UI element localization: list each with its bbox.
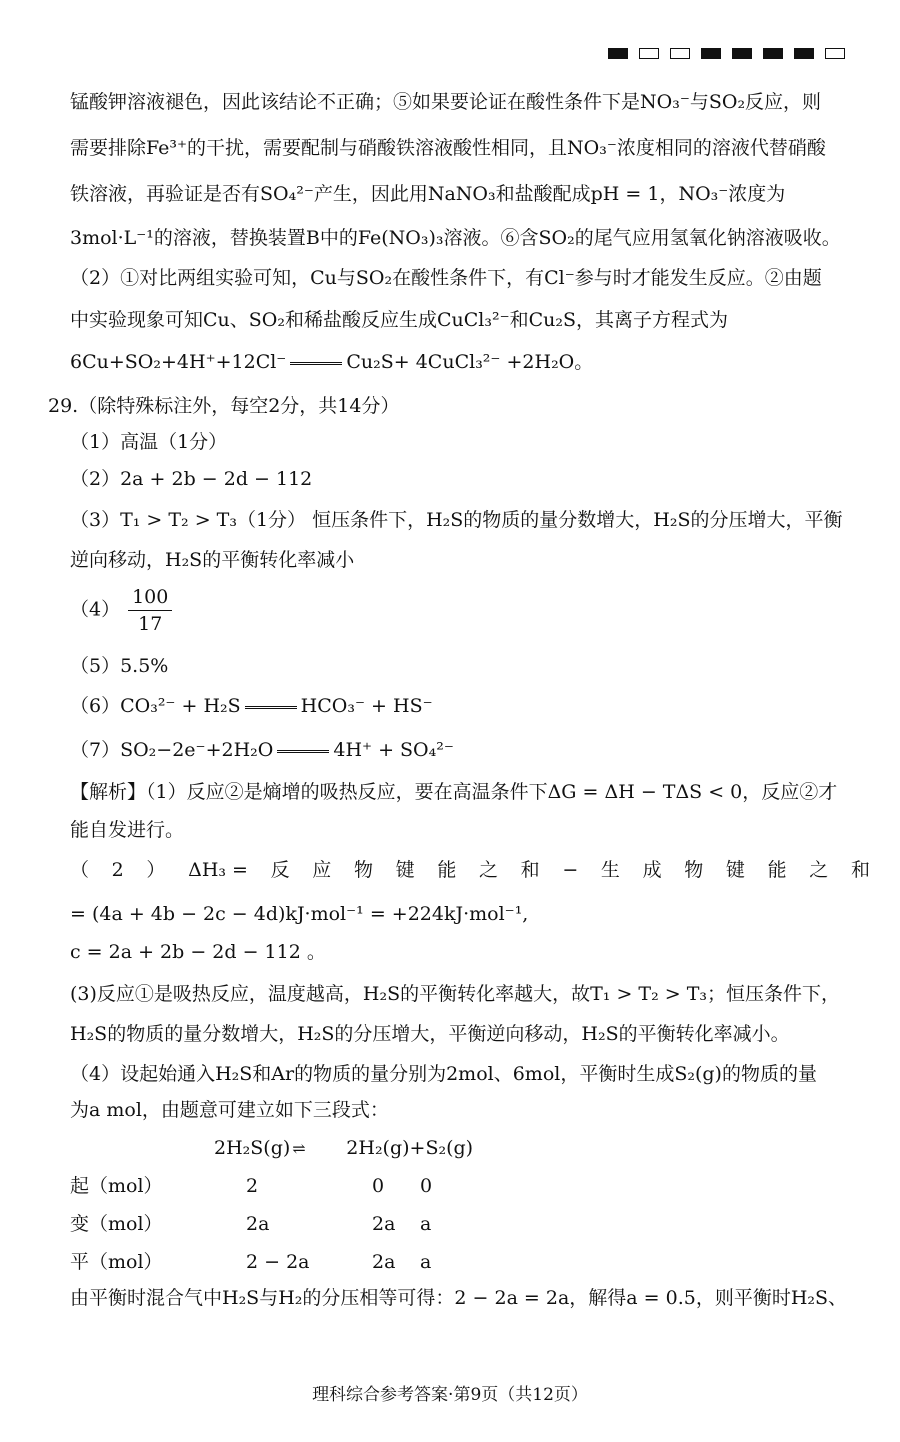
equation-line (70, 348, 870, 376)
answer-3: （3）T₁ > T₂ > T₃（1分） 恒压条件下，H₂S的物质的量分数增大，H₂S的分压增大，平衡 (70, 509, 843, 531)
answer-4-label: （4） (70, 598, 121, 621)
justified-token: 物 (684, 859, 704, 881)
ice-cell: 0 (372, 1175, 385, 1197)
text-line: 3mol·L⁻¹的溶液，替换装置B中的Fe(NO₃)₃溶液。⑥含SO₂的尾气应用氢氧化钠溶液吸收。 (70, 227, 841, 249)
header-marks (608, 48, 845, 59)
justified-token: 成 (642, 859, 662, 881)
reversible-arrow: ⇌ (292, 1139, 306, 1158)
justified-token: 和 (850, 859, 870, 881)
explanation-3-cont: H₂S的物质的量分数增大，H₂S的分压增大，平衡逆向移动，H₂S的平衡转化率减小。 (70, 1023, 790, 1045)
explanation-4: （4）设起始通入H₂S和Ar的物质的量分别为2mol、6mol，平衡时生成S₂(g)的物质的量 (70, 1063, 817, 1085)
justified-token: 反 (270, 859, 290, 881)
page-footer: 理科综合参考答案·第9页（共12页） (312, 1385, 588, 1405)
explanation-3: (3)反应①是吸热反应，温度越高，H₂S的平衡转化率越大，故T₁ > T₂ > T₃；恒压条件下， (70, 983, 840, 1005)
ice-cell: 2a (246, 1213, 270, 1235)
ice-row-label: 平（mol） (70, 1251, 163, 1273)
fraction (128, 584, 172, 637)
justified-token: 之 (478, 859, 498, 881)
header-mark (639, 48, 659, 59)
ice-cell: 2 (246, 1175, 259, 1197)
fraction-denominator: 17 (138, 613, 163, 635)
header-mark (701, 48, 721, 59)
answer-7-left: （7）SO₂−2e⁻+2H₂O (70, 739, 274, 761)
justified-token: 能 (767, 859, 787, 881)
explanation-4-cont: 为a mol，由题意可建立如下三段式： (70, 1099, 389, 1121)
equals-sign (277, 750, 329, 753)
text-line: 铁溶液，再验证是否有SO₄²⁻产生，因此用NaNO₃和盐酸配成pH = 1，NO₃⁻浓度为 (70, 183, 786, 205)
answer-3-cont: 逆向移动，H₂S的平衡转化率减小 (70, 549, 355, 571)
justified-token: 生 (600, 859, 620, 881)
equation-left: 6Cu+SO₂+4H⁺+12Cl⁻ (70, 351, 287, 373)
answer-6 (70, 692, 870, 720)
answer-4 (70, 584, 870, 637)
explanation-1-cont: 能自发进行。 (70, 819, 185, 841)
ice-cell: 2a (372, 1251, 396, 1273)
answer-2: （2）2a + 2b − 2d − 112 (70, 468, 313, 490)
explanation-2-result: c = 2a + 2b − 2d − 112 。 (70, 941, 326, 963)
explanation-2 (70, 856, 870, 884)
equals-sign (245, 706, 297, 709)
justified-token: − (562, 859, 579, 881)
explanation-2-cont: = (4a + 4b − 2c − 4d)kJ·mol⁻¹ = +224kJ·mol⁻¹, (70, 903, 529, 925)
explanation-1: 【解析】（1）反应②是熵增的吸热反应，要在高温条件下ΔG = ΔH − TΔS < 0，反应②才 (70, 781, 838, 803)
answer-1: （1）高温（1分） (70, 431, 228, 453)
ice-cell: 0 (420, 1175, 433, 1197)
justified-token: ΔH₃ = (188, 859, 248, 881)
equation-left: 2H₂S(g) (214, 1137, 291, 1159)
justified-token: 键 (395, 859, 415, 881)
header-mark (763, 48, 783, 59)
header-mark (608, 48, 628, 59)
question-29-heading: 29.（除特殊标注外，每空2分，共14分） (48, 395, 400, 417)
answer-7 (70, 736, 870, 764)
text-line: （2）①对比两组实验可知，Cu与SO₂在酸性条件下，有Cl⁻参与时才能发生反应。②由题 (70, 267, 822, 289)
header-mark (794, 48, 814, 59)
justified-token: 2 (111, 859, 124, 881)
explanation-5: 由平衡时混合气中H₂S与H₂的分压相等可得：2 − 2a = 2a，解得a = 0.5，则平衡时H₂S、 (70, 1287, 848, 1309)
answer-7-right: 4H⁺ + SO₄²⁻ (333, 739, 454, 761)
answer-6-left: （6）CO₃²⁻ + H₂S (70, 695, 241, 717)
ice-cell: a (420, 1213, 432, 1235)
ice-row-label: 起（mol） (70, 1175, 163, 1197)
ice-row-label: 变（mol） (70, 1213, 163, 1235)
header-mark (825, 48, 845, 59)
equation-right: Cu₂S+ 4CuCl₃²⁻ +2H₂O。 (346, 351, 594, 373)
answer-6-right: HCO₃⁻ + HS⁻ (300, 695, 433, 717)
justified-token: 之 (809, 859, 829, 881)
header-mark (732, 48, 752, 59)
answer-5: （5）5.5% (70, 655, 169, 677)
justified-token: 能 (437, 859, 457, 881)
text-line: 中实验现象可知Cu、SO₂和稀盐酸反应生成CuCl₃²⁻和Cu₂S，其离子方程式为 (70, 309, 729, 331)
justified-token: 物 (353, 859, 373, 881)
ice-cell: a (420, 1251, 432, 1273)
ice-cell: 2a (372, 1213, 396, 1235)
text-line: 锰酸钾溶液褪色，因此该结论不正确；⑤如果要论证在酸性条件下是NO₃⁻与SO₂反应，则 (70, 91, 822, 113)
equals-sign (290, 362, 342, 365)
justified-token: 应 (312, 859, 332, 881)
equation-right: 2H₂(g)+S₂(g) (346, 1137, 474, 1159)
ice-cell: 2 − 2a (246, 1251, 310, 1273)
justified-token: （ (70, 859, 90, 881)
justified-token: 和 (520, 859, 540, 881)
header-mark (670, 48, 690, 59)
text-line: 需要排除Fe³⁺的干扰，需要配制与硝酸铁溶液酸性相同，且NO₃⁻浓度相同的溶液代替硝酸 (70, 137, 826, 159)
fraction-numerator: 100 (128, 584, 172, 611)
justified-token: 键 (725, 859, 745, 881)
equilibrium-equation (214, 1134, 614, 1162)
justified-token: ） (146, 859, 166, 881)
